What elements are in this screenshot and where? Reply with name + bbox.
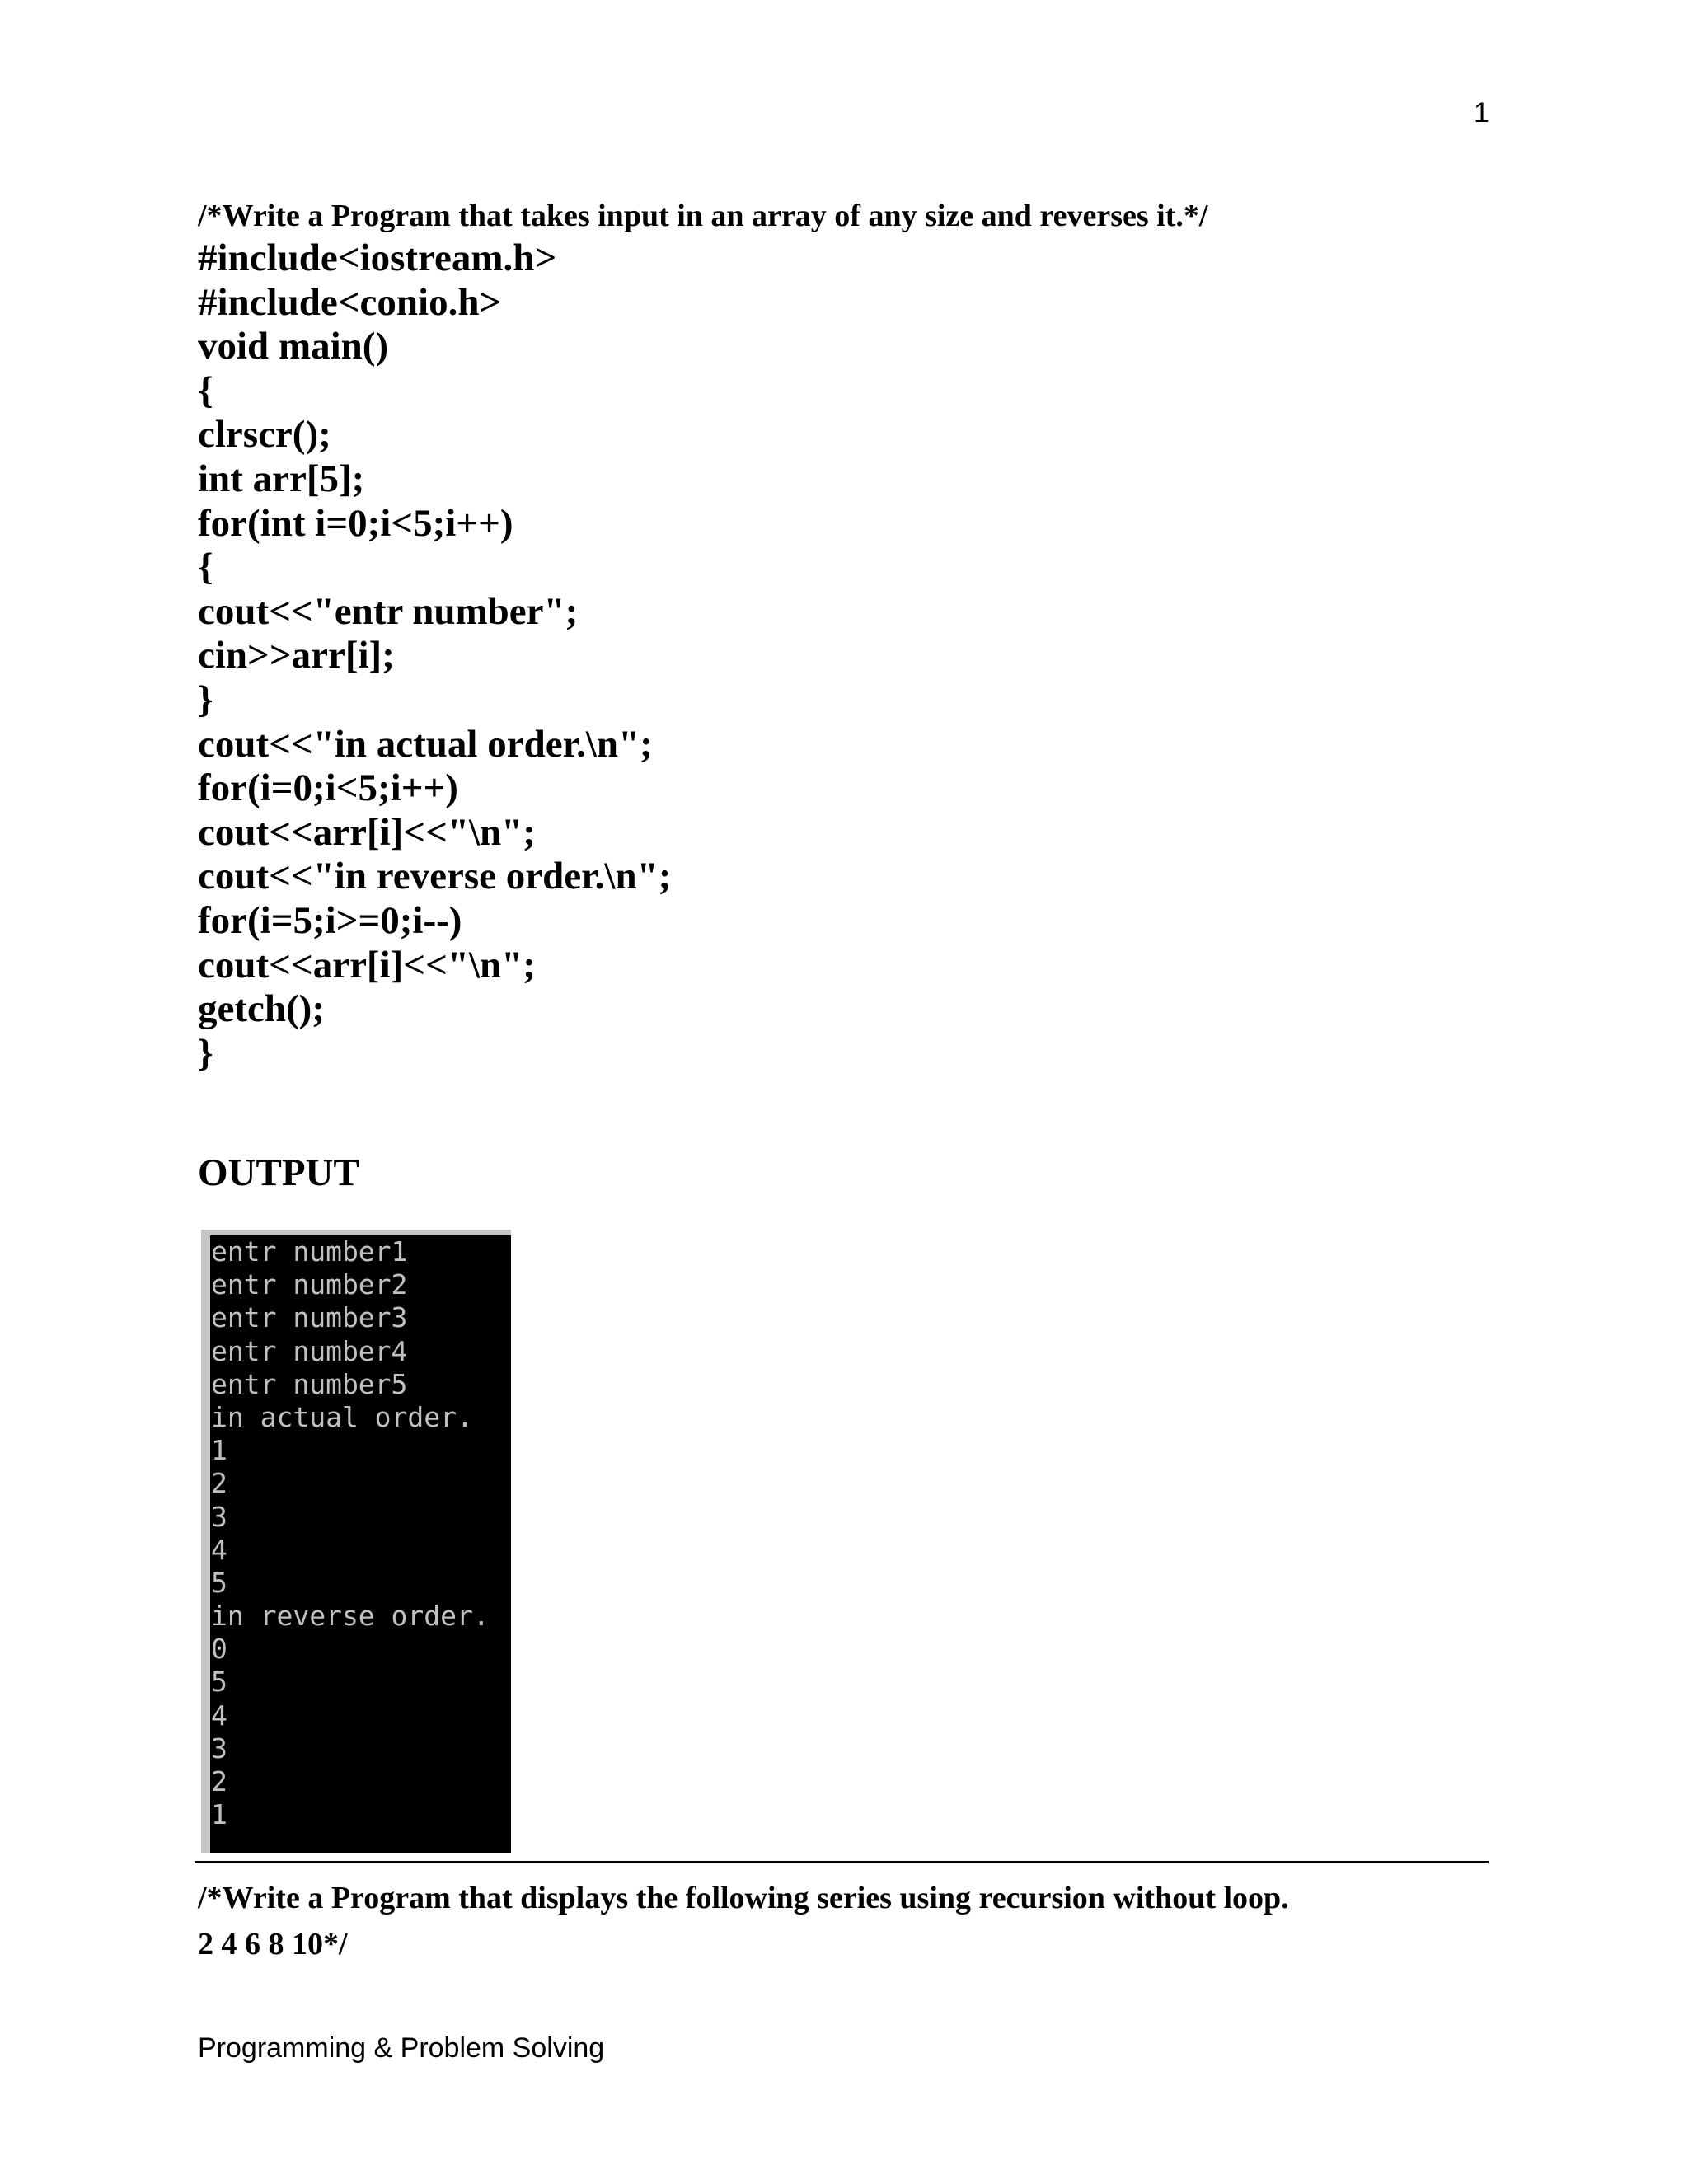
code-line: int arr[5]; bbox=[198, 457, 365, 500]
code-line: cout<<"in reverse order.\n"; bbox=[198, 855, 672, 898]
console-line: 2 bbox=[211, 1467, 227, 1500]
task-1-comment: /*Write a Program that takes input in an array of any size and reverses it.*/ bbox=[198, 199, 1208, 233]
code-line: clrscr(); bbox=[198, 413, 331, 457]
page-footer: Programming & Problem Solving bbox=[198, 2032, 605, 2064]
task-2-comment-line2: 2 4 6 8 10*/ bbox=[198, 1927, 348, 1961]
console-line: 1 bbox=[211, 1434, 227, 1467]
console-line: 3 bbox=[211, 1500, 227, 1533]
page-number: 1 bbox=[1474, 97, 1489, 129]
code-line: #include<conio.h> bbox=[198, 280, 502, 324]
code-line: { bbox=[198, 368, 213, 412]
console-line: 0 bbox=[211, 1633, 227, 1666]
console-line: entr number5 bbox=[211, 1367, 408, 1400]
console-line: 4 bbox=[211, 1699, 227, 1732]
code-line: } bbox=[198, 677, 213, 721]
code-line: void main() bbox=[198, 325, 389, 368]
task-2-comment bbox=[198, 1875, 1289, 1967]
code-line: cout<<arr[i]<<"\n"; bbox=[198, 810, 536, 854]
task-2-comment-line1: /*Write a Program that displays the following series using recursion without loop. bbox=[198, 1881, 1289, 1915]
code-line: for(i=0;i<5;i++) bbox=[198, 766, 458, 810]
code-line: #include<iostream.h> bbox=[198, 237, 557, 279]
code-line: { bbox=[198, 546, 213, 589]
code-line: cout<<"entr number"; bbox=[198, 589, 579, 633]
code-line: cout<<arr[i]<<"\n"; bbox=[198, 943, 536, 987]
section-divider bbox=[195, 1861, 1489, 1863]
console-line: entr number1 bbox=[211, 1235, 408, 1268]
code-line: cout<<"in actual order.\n"; bbox=[198, 722, 653, 766]
code-line: getch(); bbox=[198, 987, 325, 1031]
console-output-screenshot bbox=[201, 1230, 511, 1853]
console-line: 3 bbox=[211, 1732, 227, 1765]
console-line: 1 bbox=[211, 1798, 227, 1831]
console-line: entr number3 bbox=[211, 1301, 408, 1334]
console-line: entr number2 bbox=[211, 1268, 408, 1301]
console-line: 5 bbox=[211, 1666, 227, 1699]
output-heading: OUTPUT bbox=[198, 1151, 359, 1194]
code-line: for(i=5;i>=0;i--) bbox=[198, 898, 462, 942]
code-block bbox=[198, 237, 671, 1076]
console-line: 2 bbox=[211, 1765, 227, 1797]
console-line: 5 bbox=[211, 1566, 227, 1599]
console-line: in actual order. bbox=[211, 1400, 473, 1433]
code-line: cin>>arr[i]; bbox=[198, 634, 395, 677]
code-line: for(int i=0;i<5;i++) bbox=[198, 501, 513, 545]
console-line: 4 bbox=[211, 1533, 227, 1566]
console-line: entr number4 bbox=[211, 1334, 408, 1367]
console-line: in reverse order. bbox=[211, 1600, 490, 1633]
code-line: } bbox=[198, 1031, 213, 1075]
